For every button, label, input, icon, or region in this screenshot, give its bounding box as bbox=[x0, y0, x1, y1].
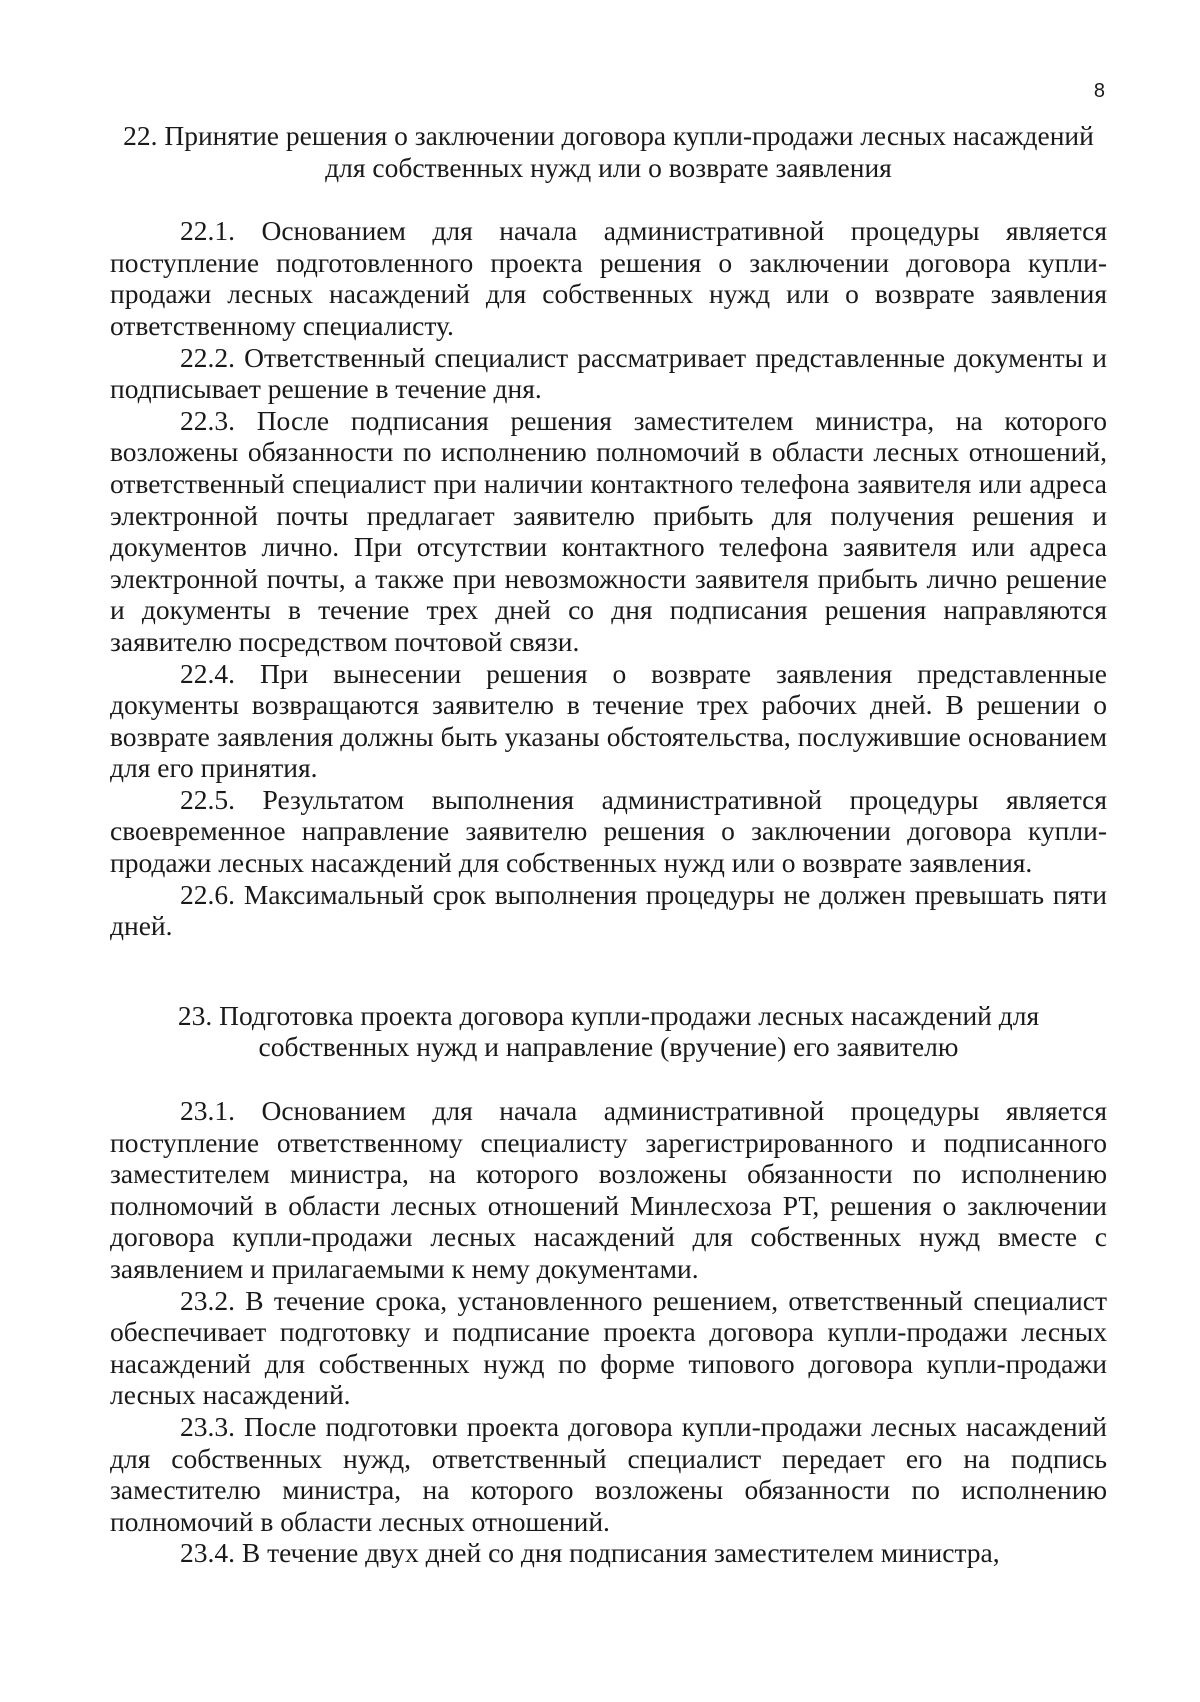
paragraph-22-4: 22.4. При вынесении решения о возврате заявления представленные документы возвращаются заявителю в течение трех рабочих дней. В решении о возврате заявления должны быть указаны обстоятельства, послужившие основанием для его принятия. bbox=[110, 657, 1107, 784]
paragraph-23-4: 23.4. В течение двух дней со дня подписания заместителем министра, bbox=[180, 1537, 1000, 1569]
paragraph-22-5: 22.5. Результатом выполнения административной процедуры является своевременное направление заявителю решения о заключении договора купли-продажи лесных насаждений для собственных нужд или о возврате заявления. bbox=[110, 783, 1107, 879]
section-23-heading: 23. Подготовка проекта договора купли-продажи лесных насаждений для собственных нужд и направление (вручение) его заявителю bbox=[177, 999, 1040, 1063]
section-23 bbox=[110, 1000, 1107, 1569]
page-number: 8 bbox=[1093, 80, 1105, 102]
paragraph-22-1: 22.1. Основанием для начала административной процедуры является поступление подготовленного проекта решения о заключении договора купли-продажи лесных насаждений для собственных нужд или о возврате заявления ответственному специалисту. bbox=[110, 215, 1107, 341]
paragraph-22-3: 22.3. После подписания решения заместителем министра, на которого возложены обязанности по исполнению полномочий в области лесных отношений, ответственный специалист при наличии контактного телефона заявителя или адреса электронной почты предлагает заявителю прибыть для получения решения и документов лично. При отсутствии контактного телефона заявителя или адреса электронной почты, а также при невозможности заявителя прибыть лично решение и документы в течение трех дней со дня подписания решения направляются заявителю посредством почтовой связи. bbox=[110, 404, 1107, 657]
paragraph-23-3: 23.3. После подготовки проекта договора купли-продажи лесных насаждений для собственных нужд, ответственный специалист передает его на подпись заместителю министра, на которого возложены обязанности по исполнению полномочий в области лесных отношений. bbox=[110, 1410, 1107, 1537]
document-body bbox=[110, 120, 1107, 1569]
paragraph-22-6: 22.6. Максимальный срок выполнения процедуры не должен превышать пяти дней. bbox=[110, 878, 1107, 942]
section-22-heading: 22. Принятие решения о заключении договора купли-продажи лесных насаждений для собственных нужд или о возврате заявления bbox=[123, 120, 1094, 183]
paragraph-23-2: 23.2. В течение срока, установленного решением, ответственный специалист обеспечивает подготовку и подписание проекта договора купли-продажи лесных насаждений для собственных нужд по форме типового договора купли-продажи лесных насаждений. bbox=[110, 1284, 1107, 1411]
paragraph-23-1: 23.1. Основанием для начала административной процедуры является поступление ответственному специалисту зарегистрированного и подписанного заместителем министра, на которого возложены обязанности по исполнению полномочий в области лесных отношений Минлесхоза РТ, решения о заключении договора купли-продажи лесных насаждений для собственных нужд вместе с заявлением и прилагаемыми к нему документами. bbox=[110, 1095, 1107, 1284]
section-22 bbox=[110, 120, 1107, 942]
paragraph-22-2: 22.2. Ответственный специалист рассматривает представленные документы и подписывает решение в течение дня. bbox=[110, 341, 1107, 405]
